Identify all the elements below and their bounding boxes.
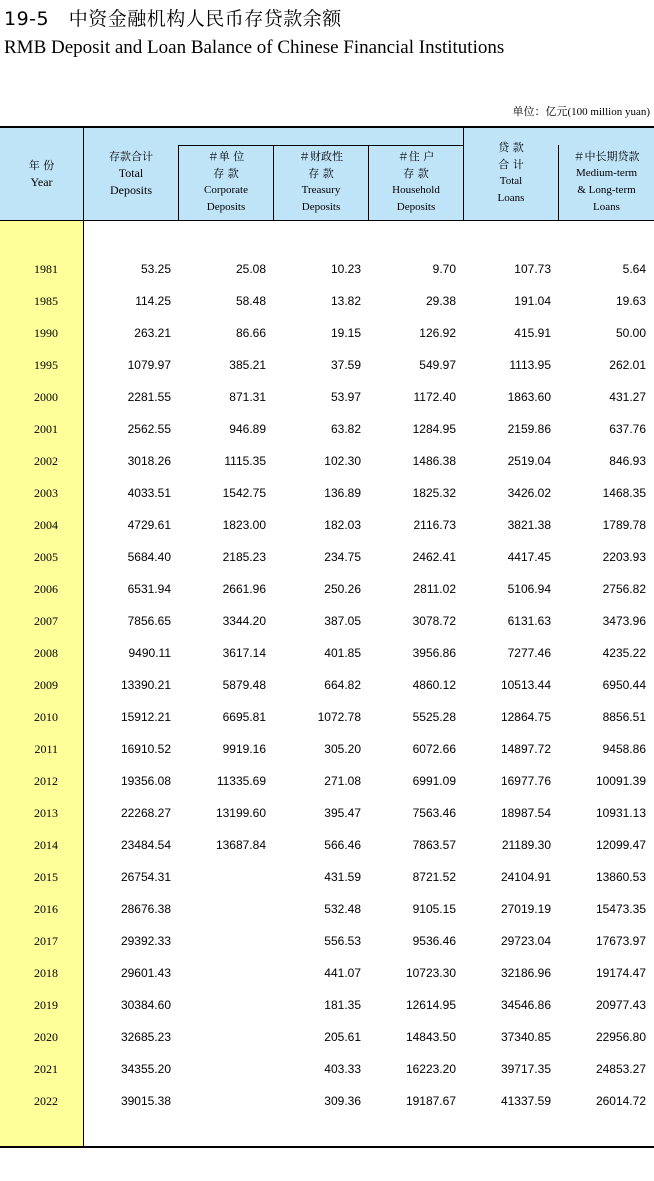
cell-treasury: 532.48 bbox=[324, 902, 361, 916]
cell-year: 2020 bbox=[34, 1030, 58, 1044]
unit-label bbox=[513, 103, 651, 119]
cell-year: 2007 bbox=[34, 614, 58, 628]
cell-year: 2001 bbox=[34, 422, 58, 436]
table-row bbox=[0, 989, 654, 1021]
cell-corporate: 13199.60 bbox=[215, 806, 266, 820]
cell-corporate: 2185.23 bbox=[222, 550, 266, 564]
cell-total-loans: 3426.02 bbox=[507, 486, 551, 500]
cell-total-loans: 14897.72 bbox=[500, 742, 551, 756]
header-medium-long bbox=[559, 148, 654, 216]
header-total-deposits-en2: Deposits bbox=[110, 183, 152, 197]
cell-corporate: 25.08 bbox=[235, 262, 266, 276]
table-title-chinese: 中资金融机构人民币存贷款余额 bbox=[68, 8, 342, 30]
cell-total-loans: 1113.95 bbox=[509, 358, 551, 372]
table-row bbox=[0, 765, 654, 797]
table-row bbox=[0, 1021, 654, 1053]
cell-treasury: 1072.78 bbox=[317, 710, 361, 724]
cell-corporate: 86.66 bbox=[235, 326, 266, 340]
cell-household: 29.38 bbox=[425, 294, 456, 308]
cell-year: 2016 bbox=[34, 902, 58, 916]
cell-total-loans: 6131.63 bbox=[507, 614, 551, 628]
cell-medium-long: 26014.72 bbox=[595, 1094, 646, 1108]
cell-treasury: 664.82 bbox=[324, 678, 361, 692]
table-title-cn bbox=[4, 4, 342, 31]
cell-total-deposits: 3018.26 bbox=[127, 454, 171, 468]
table-row bbox=[0, 477, 654, 509]
cell-total-deposits: 23484.54 bbox=[120, 838, 171, 852]
cell-medium-long: 2756.82 bbox=[602, 582, 646, 596]
cell-year: 2017 bbox=[34, 934, 58, 948]
cell-total-deposits: 30384.60 bbox=[120, 998, 171, 1012]
table-row bbox=[0, 509, 654, 541]
table-row bbox=[0, 445, 654, 477]
cell-corporate: 946.89 bbox=[229, 422, 266, 436]
cell-medium-long: 24853.27 bbox=[595, 1062, 646, 1076]
cell-year: 2011 bbox=[34, 742, 58, 756]
table-row bbox=[0, 701, 654, 733]
table-number: 19-5 bbox=[4, 8, 50, 30]
cell-year: 2003 bbox=[34, 486, 58, 500]
cell-corporate: 1115.35 bbox=[224, 454, 266, 468]
cell-year: 2021 bbox=[34, 1062, 58, 1076]
header-sub-rule bbox=[178, 145, 464, 146]
cell-medium-long: 13860.53 bbox=[595, 870, 646, 884]
cell-year: 2015 bbox=[34, 870, 58, 884]
cell-household: 3956.86 bbox=[412, 646, 456, 660]
cell-year: 2013 bbox=[34, 806, 58, 820]
cell-total-deposits: 26754.31 bbox=[120, 870, 171, 884]
cell-household: 1172.40 bbox=[413, 390, 456, 404]
cell-treasury: 10.23 bbox=[330, 262, 361, 276]
header-medium-long-cn: ＃中长期贷款 bbox=[573, 150, 640, 163]
cell-household: 10723.30 bbox=[405, 966, 456, 980]
cell-household: 126.92 bbox=[419, 326, 456, 340]
table-row bbox=[0, 893, 654, 925]
cell-household: 6072.66 bbox=[412, 742, 456, 756]
header-corporate-cn1: ＃单 位 bbox=[207, 150, 245, 163]
table-row bbox=[0, 317, 654, 349]
cell-medium-long: 4235.22 bbox=[602, 646, 646, 660]
cell-total-loans: 4417.45 bbox=[507, 550, 551, 564]
unit-label-en: (100 million yuan) bbox=[567, 106, 650, 118]
cell-total-deposits: 29392.33 bbox=[120, 934, 171, 948]
cell-total-deposits: 16910.52 bbox=[120, 742, 171, 756]
cell-medium-long: 12099.47 bbox=[595, 838, 646, 852]
cell-household: 19187.67 bbox=[405, 1094, 456, 1108]
header-household-en1: Household bbox=[392, 184, 440, 196]
table-row bbox=[0, 349, 654, 381]
cell-household: 14843.50 bbox=[405, 1030, 456, 1044]
cell-treasury: 387.05 bbox=[324, 614, 361, 628]
cell-treasury: 309.36 bbox=[324, 1094, 361, 1108]
table-row bbox=[0, 733, 654, 765]
cell-treasury: 395.47 bbox=[324, 806, 361, 820]
cell-treasury: 182.03 bbox=[324, 518, 361, 532]
cell-total-loans: 415.91 bbox=[514, 326, 551, 340]
cell-household: 549.97 bbox=[419, 358, 456, 372]
header-household-en2: Deposits bbox=[396, 201, 436, 213]
cell-medium-long: 2203.93 bbox=[602, 550, 646, 564]
header-medium-long-en1: Medium-term bbox=[575, 167, 638, 179]
table-row bbox=[0, 1053, 654, 1085]
table-row bbox=[0, 1085, 654, 1117]
cell-corporate: 871.31 bbox=[229, 390, 266, 404]
cell-medium-long: 6950.44 bbox=[602, 678, 646, 692]
header-total-loans-cn1: 贷 款 bbox=[498, 141, 524, 154]
cell-household: 1825.32 bbox=[412, 486, 456, 500]
table-row bbox=[0, 573, 654, 605]
cell-total-deposits: 39015.38 bbox=[120, 1094, 171, 1108]
cell-total-deposits: 15912.21 bbox=[120, 710, 171, 724]
cell-corporate: 385.21 bbox=[229, 358, 266, 372]
cell-total-loans: 37340.85 bbox=[500, 1030, 551, 1044]
cell-year: 2008 bbox=[34, 646, 58, 660]
cell-year: 1985 bbox=[34, 294, 58, 308]
cell-treasury: 431.59 bbox=[324, 870, 361, 884]
header-year-cn: 年 份 bbox=[28, 159, 55, 172]
cell-total-deposits: 114.25 bbox=[135, 294, 171, 308]
cell-treasury: 102.30 bbox=[324, 454, 361, 468]
cell-medium-long: 5.64 bbox=[622, 262, 646, 276]
cell-household: 6991.09 bbox=[412, 774, 456, 788]
cell-treasury: 37.59 bbox=[330, 358, 361, 372]
cell-total-deposits: 22268.27 bbox=[120, 806, 171, 820]
header-medium-long-en3: Loans bbox=[593, 201, 620, 213]
cell-total-loans: 41337.59 bbox=[500, 1094, 551, 1108]
cell-total-loans: 7277.46 bbox=[507, 646, 551, 660]
cell-medium-long: 15473.35 bbox=[595, 902, 646, 916]
cell-year: 2019 bbox=[34, 998, 58, 1012]
table-row bbox=[0, 957, 654, 989]
cell-treasury: 205.61 bbox=[324, 1030, 361, 1044]
cell-total-loans: 39717.35 bbox=[500, 1062, 551, 1076]
cell-total-loans: 5106.94 bbox=[507, 582, 551, 596]
cell-household: 5525.28 bbox=[412, 710, 456, 724]
cell-year: 2012 bbox=[34, 774, 58, 788]
cell-treasury: 13.82 bbox=[330, 294, 361, 308]
cell-year: 1995 bbox=[34, 358, 58, 372]
table-row bbox=[0, 797, 654, 829]
cell-total-deposits: 263.21 bbox=[134, 326, 171, 340]
cell-household: 2462.41 bbox=[412, 550, 456, 564]
cell-total-deposits: 2562.55 bbox=[127, 422, 171, 436]
cell-total-deposits: 4033.51 bbox=[127, 486, 171, 500]
cell-year: 2018 bbox=[34, 966, 58, 980]
cell-treasury: 566.46 bbox=[324, 838, 361, 852]
cell-medium-long: 50.00 bbox=[615, 326, 646, 340]
cell-year: 2010 bbox=[34, 710, 58, 724]
cell-household: 12614.95 bbox=[405, 998, 456, 1012]
header-treasury-en2: Deposits bbox=[301, 201, 341, 213]
header-total-deposits bbox=[84, 148, 178, 199]
header-total-deposits-en1: Total bbox=[118, 166, 144, 180]
header-corporate bbox=[179, 148, 273, 216]
cell-total-loans: 12864.75 bbox=[500, 710, 551, 724]
cell-treasury: 53.97 bbox=[330, 390, 361, 404]
cell-treasury: 250.26 bbox=[324, 582, 361, 596]
cell-total-deposits: 9490.11 bbox=[128, 646, 171, 660]
cell-medium-long: 9458.86 bbox=[602, 742, 646, 756]
cell-household: 2811.02 bbox=[413, 582, 456, 596]
cell-treasury: 271.08 bbox=[324, 774, 361, 788]
cell-medium-long: 637.76 bbox=[609, 422, 646, 436]
cell-corporate: 1542.75 bbox=[222, 486, 266, 500]
cell-corporate: 1823.00 bbox=[222, 518, 266, 532]
cell-treasury: 234.75 bbox=[324, 550, 361, 564]
header-total-loans-cn2: 合 计 bbox=[498, 158, 524, 171]
cell-total-loans: 29723.04 bbox=[500, 934, 551, 948]
cell-total-deposits: 29601.43 bbox=[120, 966, 171, 980]
cell-treasury: 401.85 bbox=[324, 646, 361, 660]
cell-medium-long: 846.93 bbox=[609, 454, 646, 468]
cell-household: 7563.46 bbox=[412, 806, 456, 820]
table-row bbox=[0, 541, 654, 573]
cell-year: 2022 bbox=[34, 1094, 58, 1108]
unit-label-cn: 单位：亿元 bbox=[512, 105, 568, 118]
cell-total-deposits: 2281.55 bbox=[127, 390, 171, 404]
cell-year: 1990 bbox=[34, 326, 58, 340]
header-corporate-cn2: 存 款 bbox=[213, 167, 239, 180]
cell-medium-long: 19174.47 bbox=[595, 966, 646, 980]
cell-total-loans: 18987.54 bbox=[500, 806, 551, 820]
cell-total-loans: 2159.86 bbox=[507, 422, 551, 436]
table-row bbox=[0, 637, 654, 669]
cell-total-deposits: 1079.97 bbox=[127, 358, 171, 372]
cell-medium-long: 262.01 bbox=[609, 358, 646, 372]
table-bottom-rule bbox=[0, 1146, 654, 1148]
cell-year: 2004 bbox=[34, 518, 58, 532]
header-medium-long-en2: & Long-term bbox=[577, 184, 636, 196]
cell-household: 9105.15 bbox=[412, 902, 456, 916]
cell-corporate: 2661.96 bbox=[222, 582, 266, 596]
cell-treasury: 556.53 bbox=[324, 934, 361, 948]
cell-total-deposits: 34355.20 bbox=[120, 1062, 171, 1076]
header-corporate-en1: Corporate bbox=[204, 184, 248, 196]
cell-medium-long: 19.63 bbox=[615, 294, 646, 308]
header-year-en: Year bbox=[30, 175, 53, 189]
cell-medium-long: 10931.13 bbox=[595, 806, 646, 820]
cell-household: 9.70 bbox=[432, 262, 456, 276]
header-corporate-en2: Deposits bbox=[206, 201, 246, 213]
table-row bbox=[0, 605, 654, 637]
cell-household: 8721.52 bbox=[412, 870, 456, 884]
cell-total-deposits: 13390.21 bbox=[120, 678, 171, 692]
cell-total-deposits: 4729.61 bbox=[127, 518, 171, 532]
cell-corporate: 9919.16 bbox=[222, 742, 266, 756]
cell-total-loans: 16977.76 bbox=[500, 774, 551, 788]
cell-medium-long: 3473.96 bbox=[602, 614, 646, 628]
cell-treasury: 305.20 bbox=[324, 742, 361, 756]
table-row bbox=[0, 829, 654, 861]
cell-treasury: 441.07 bbox=[324, 966, 361, 980]
cell-corporate: 11335.69 bbox=[216, 774, 266, 788]
cell-corporate: 5879.48 bbox=[222, 678, 266, 692]
cell-total-loans: 32186.96 bbox=[500, 966, 551, 980]
header-treasury-cn1: ＃财政性 bbox=[299, 150, 343, 163]
cell-household: 7863.57 bbox=[412, 838, 456, 852]
cell-medium-long: 10091.39 bbox=[595, 774, 646, 788]
header-year bbox=[0, 157, 83, 191]
cell-total-loans: 191.04 bbox=[514, 294, 551, 308]
cell-total-loans: 21189.30 bbox=[501, 838, 551, 852]
header-treasury bbox=[274, 148, 368, 216]
table-row bbox=[0, 925, 654, 957]
cell-total-deposits: 28676.38 bbox=[120, 902, 171, 916]
table-title-en: RMB Deposit and Loan Balance of Chinese Financial Institutions bbox=[4, 37, 505, 58]
cell-total-deposits: 6531.94 bbox=[127, 582, 171, 596]
cell-treasury: 19.15 bbox=[330, 326, 361, 340]
cell-total-deposits: 53.25 bbox=[140, 262, 171, 276]
table-row bbox=[0, 285, 654, 317]
cell-corporate: 6695.81 bbox=[222, 710, 266, 724]
cell-year: 2002 bbox=[34, 454, 58, 468]
cell-corporate: 58.48 bbox=[235, 294, 266, 308]
cell-corporate: 13687.84 bbox=[215, 838, 266, 852]
cell-total-loans: 2519.04 bbox=[507, 454, 551, 468]
cell-total-deposits: 5684.40 bbox=[127, 550, 171, 564]
cell-year: 2006 bbox=[34, 582, 58, 596]
cell-medium-long: 8856.51 bbox=[602, 710, 646, 724]
header-total-loans-en2: Loans bbox=[497, 192, 525, 204]
cell-medium-long: 22956.80 bbox=[595, 1030, 646, 1044]
cell-household: 16223.20 bbox=[405, 1062, 456, 1076]
cell-corporate: 3617.14 bbox=[222, 646, 266, 660]
cell-total-deposits: 32685.23 bbox=[120, 1030, 171, 1044]
cell-total-loans: 34546.86 bbox=[500, 998, 551, 1012]
table-row bbox=[0, 253, 654, 285]
cell-household: 2116.73 bbox=[413, 518, 456, 532]
header-bottom-rule bbox=[0, 220, 654, 221]
header-household-cn1: ＃住 户 bbox=[397, 150, 435, 163]
cell-household: 1284.95 bbox=[412, 422, 456, 436]
table-row bbox=[0, 861, 654, 893]
cell-treasury: 181.35 bbox=[324, 998, 361, 1012]
cell-year: 2014 bbox=[34, 838, 58, 852]
cell-total-deposits: 19356.08 bbox=[120, 774, 171, 788]
cell-year: 2005 bbox=[34, 550, 58, 564]
cell-total-loans: 10513.44 bbox=[500, 678, 551, 692]
cell-household: 1486.38 bbox=[412, 454, 456, 468]
header-total-loans-en1: Total bbox=[499, 175, 523, 187]
table-row bbox=[0, 413, 654, 445]
cell-treasury: 136.89 bbox=[324, 486, 361, 500]
cell-year: 2000 bbox=[34, 390, 58, 404]
cell-total-deposits: 7856.65 bbox=[127, 614, 171, 628]
table-row bbox=[0, 669, 654, 701]
cell-corporate: 3344.20 bbox=[222, 614, 266, 628]
header-treasury-en1: Treasury bbox=[301, 184, 341, 196]
cell-medium-long: 20977.43 bbox=[595, 998, 646, 1012]
cell-medium-long: 1468.35 bbox=[602, 486, 646, 500]
cell-treasury: 63.82 bbox=[330, 422, 361, 436]
cell-total-loans: 107.73 bbox=[514, 262, 551, 276]
cell-total-loans: 1863.60 bbox=[507, 390, 551, 404]
table-top-rule bbox=[0, 126, 654, 128]
cell-household: 9536.46 bbox=[412, 934, 456, 948]
cell-household: 4860.12 bbox=[412, 678, 456, 692]
cell-total-loans: 24104.91 bbox=[500, 870, 551, 884]
cell-treasury: 403.33 bbox=[324, 1062, 361, 1076]
cell-year: 2009 bbox=[34, 678, 58, 692]
header-household bbox=[369, 148, 463, 216]
header-total-loans bbox=[464, 139, 558, 207]
cell-total-loans: 3821.38 bbox=[507, 518, 551, 532]
header-total-deposits-cn: 存款合计 bbox=[109, 150, 153, 163]
cell-medium-long: 431.27 bbox=[609, 390, 646, 404]
cell-year: 1981 bbox=[34, 262, 58, 276]
cell-medium-long: 1789.78 bbox=[602, 518, 646, 532]
cell-household: 3078.72 bbox=[412, 614, 456, 628]
header-household-cn2: 存 款 bbox=[403, 167, 429, 180]
header-treasury-cn2: 存 款 bbox=[308, 167, 334, 180]
cell-total-loans: 27019.19 bbox=[500, 902, 551, 916]
table-row bbox=[0, 381, 654, 413]
cell-medium-long: 17673.97 bbox=[595, 934, 646, 948]
